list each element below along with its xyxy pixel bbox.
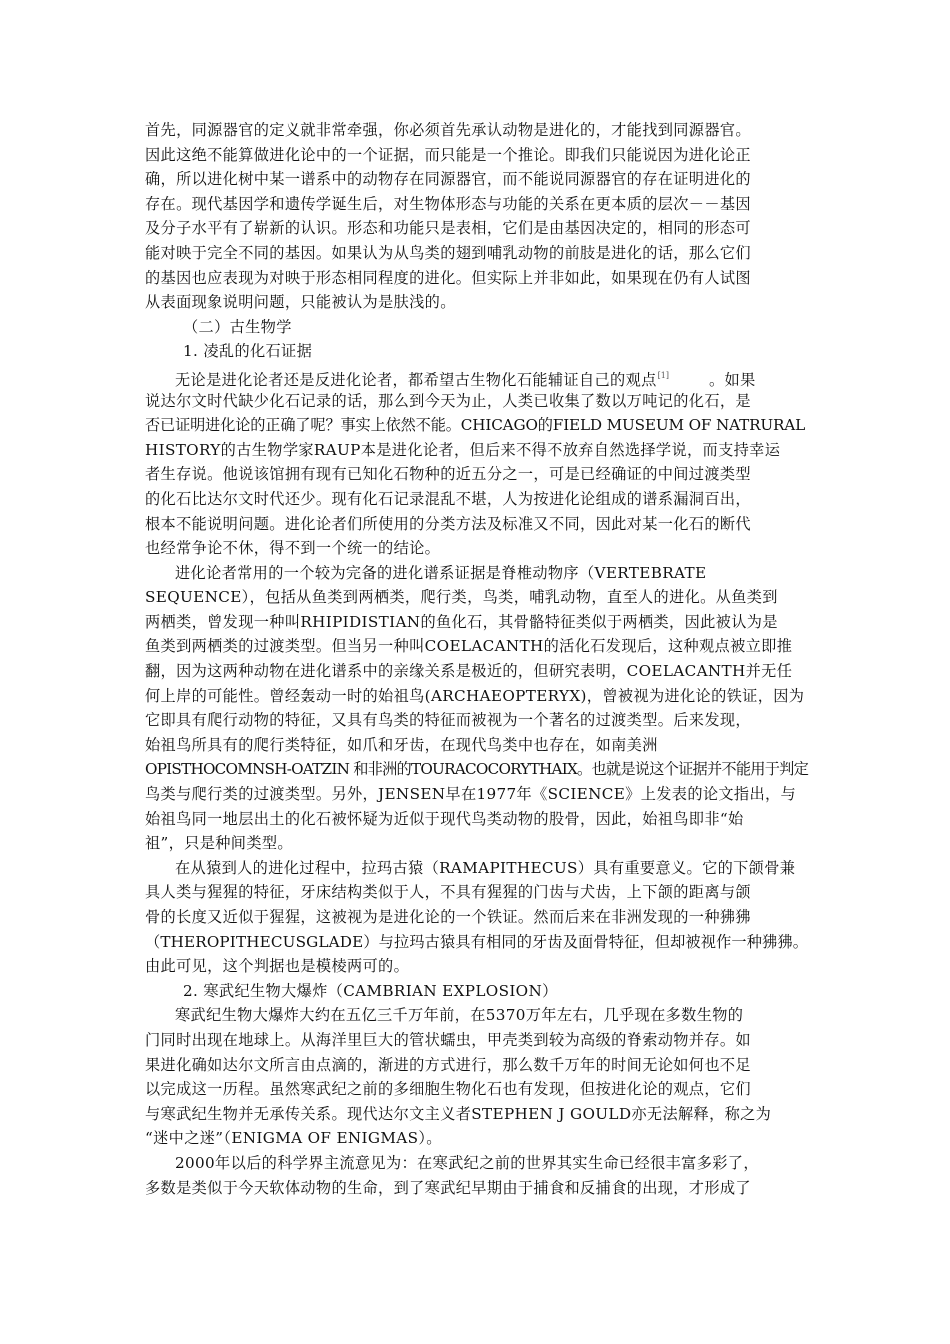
subsection-heading: 1. 凌乱的化石证据 (183, 342, 313, 361)
text-line: 始祖鸟同一地层出土的化石被怀疑为近似于现代鸟类动物的股骨，因此，始祖鸟即非“始 (145, 809, 744, 828)
section-heading: （二）古生物学 (183, 317, 292, 336)
text-line: 与寒武纪生物并无承传关系。现代达尔文主义者STEPHEN J GOULD亦无法解释，称之为 (145, 1104, 772, 1123)
text-line: 骨的长度又近似于猩猩，这被视为是进化论的一个铁证。然而后来在非洲发现的一种狒狒 (145, 908, 751, 926)
text-line: 由此可见，这个判据也是模棱两可的。 (145, 957, 410, 976)
text-line: 也经常争论不休，得不到一个统一的结论。 (145, 539, 441, 558)
document-page (145, 118, 807, 1200)
text-line: 确，所以进化树中某一谱系中的动物存在同源器官，而不能说同源器官的存在证明进化的 (145, 170, 751, 189)
text-line: 进化论者常用的一个较为完备的进化谱系证据是脊椎动物序（VERTEBRATE (175, 563, 707, 582)
subsection-heading: 2. 寒武纪生物大爆炸（CAMBRIAN EXPLOSION） (183, 981, 558, 1000)
text-line: 何上岸的可能性。曾经轰动一时的始祖鸟(ARCHAEOPTERYX)，曾被视为进化论的铁证，因为 (145, 686, 805, 705)
text-line: 从表面现象说明问题，只能被认为是肤浅的。 (145, 293, 456, 312)
text-line: 祖”，只是种间类型。 (145, 834, 293, 853)
text-line (145, 364, 807, 389)
text-line: 的基因也应表现为对映于形态相同程度的进化。但实际上并非如此，如果现在仍有人试图 (145, 268, 751, 287)
text-line: SEQUENCE），包括从鱼类到两栖类，爬行类，鸟类，哺乳动物，直至人的进化。从鱼类到 (145, 588, 778, 607)
footnote-reference[interactable]: [1] (657, 370, 670, 380)
text-line: 2000年以后的科学界主流意见为：在寒武纪之前的世界其实生命已经很丰富多彩了， (175, 1153, 759, 1172)
text-line: HISTORY的古生物学家RAUP本是进化论者，但后来不得不放弃自然选择学说，而支持幸运 (145, 440, 781, 459)
text-span: 无论是进化论者还是反进化论者，都希望古生物化石能辅证自己的观点 (175, 370, 657, 389)
text-line: 能对映于完全不同的基因。如果认为从鸟类的翅到哺乳动物的前肢是进化的话，那么它们 (145, 243, 751, 262)
text-line: 说达尔文时代缺少化石记录的话，那么到今天为止，人类已收集了数以万吨记的化石，是 (145, 391, 751, 410)
text-line: 在从猿到人的进化过程中，拉玛古猿（RAMAPITHECUS）具有重要意义。它的下颌骨兼 (175, 858, 796, 877)
text-line: 首先，同源器官的定义就非常牵强，你必须首先承认动物是进化的，才能找到同源器官。 (145, 121, 751, 139)
text-line: 以完成这一历程。虽然寒武纪之前的多细胞生物化石也有发现，但按进化论的观点，它们 (145, 1080, 751, 1099)
text-line: 它即具有爬行动物的特征，又具有鸟类的特征而被视为一个著名的过渡类型。后来发现， (145, 711, 751, 730)
text-line: 两栖类，曾发现一种叫RHIPIDISTIAN的鱼化石，其骨骼特征类似于两栖类，因此被认为是 (145, 612, 778, 631)
text-line: OPISTHOCOMNSH-OATZIN 和非洲的TOURACOCORYTHAIX。也就是说这个证据并不能用于判定 (145, 760, 809, 779)
text-line: 者生存说。他说该馆拥有现有已知化石物种的近五分之一，可是已经确证的中间过渡类型 (145, 465, 751, 484)
text-line: 根本不能说明问题。进化论者们所使用的分类方法及标准又不同，因此对某一化石的断代 (145, 514, 751, 533)
text-line: 否已证明进化论的正确了呢？事实上依然不能。CHICAGO的FIELD MUSEUM OF NATRURAL (145, 416, 806, 435)
text-line: 多数是类似于今天软体动物的生命，到了寒武纪早期由于捕食和反捕食的出现，才形成了 (145, 1178, 751, 1197)
text-line: 及分子水平有了崭新的认识。形态和功能只是表相，它们是由基因决定的，相同的形态可 (145, 219, 751, 238)
text-line: 因此这绝不能算做进化论中的一个证据，而只能是一个推论。即我们只能说因为进化论正 (145, 145, 751, 164)
text-line: 寒武纪生物大爆炸大约在五亿三千万年前，在5370万年左右，几乎现在多数生物的 (175, 1006, 744, 1025)
text-line: 存在。现代基因学和遗传学诞生后，对生物体形态与功能的关系在更本质的层次－－基因 (145, 194, 751, 213)
text-line: （THEROPITHECUSGLADE）与拉玛古猿具有相同的牙齿及面骨特征，但却被视作一种狒狒。 (145, 932, 809, 951)
text-line: 具人类与猩猩的特征，牙床结构类似于人，不具有猩猩的门齿与犬齿，上下颌的距离与颌 (145, 883, 751, 902)
text-line: 鸟类与爬行类的过渡类型。另外，JENSEN早在1977年《SCIENCE》上发表的论文指出，与 (145, 785, 797, 804)
text-line: 翻，因为这两种动物在进化谱系中的亲缘关系是极近的，但研究表明，COELACANTH并无任 (145, 662, 793, 681)
text-line: 始祖鸟所具有的爬行类特征，如爪和牙齿，在现代鸟类中也存在，如南美洲 (145, 735, 658, 754)
text-line: 门同时出现在地球上。从海洋里巨大的管状蠕虫，甲壳类到较为高级的脊索动物并存。如 (145, 1030, 751, 1049)
text-line: 的化石比达尔文时代还少。现有化石记录混乱不堪，人为按进化论组成的谱系漏洞百出， (145, 489, 751, 508)
text-line: “迷中之迷”（ENIGMA OF ENIGMAS）。 (145, 1129, 442, 1148)
text-line: 果进化确如达尔文所言由点滴的，渐进的方式进行，那么数千万年的时间无论如何也不足 (145, 1055, 751, 1074)
text-line: 鱼类到两栖类的过渡类型。但当另一种叫COELACANTH的活化石发现后，这种观点被立即推 (145, 637, 793, 656)
text-span: 。如果 (709, 370, 756, 389)
